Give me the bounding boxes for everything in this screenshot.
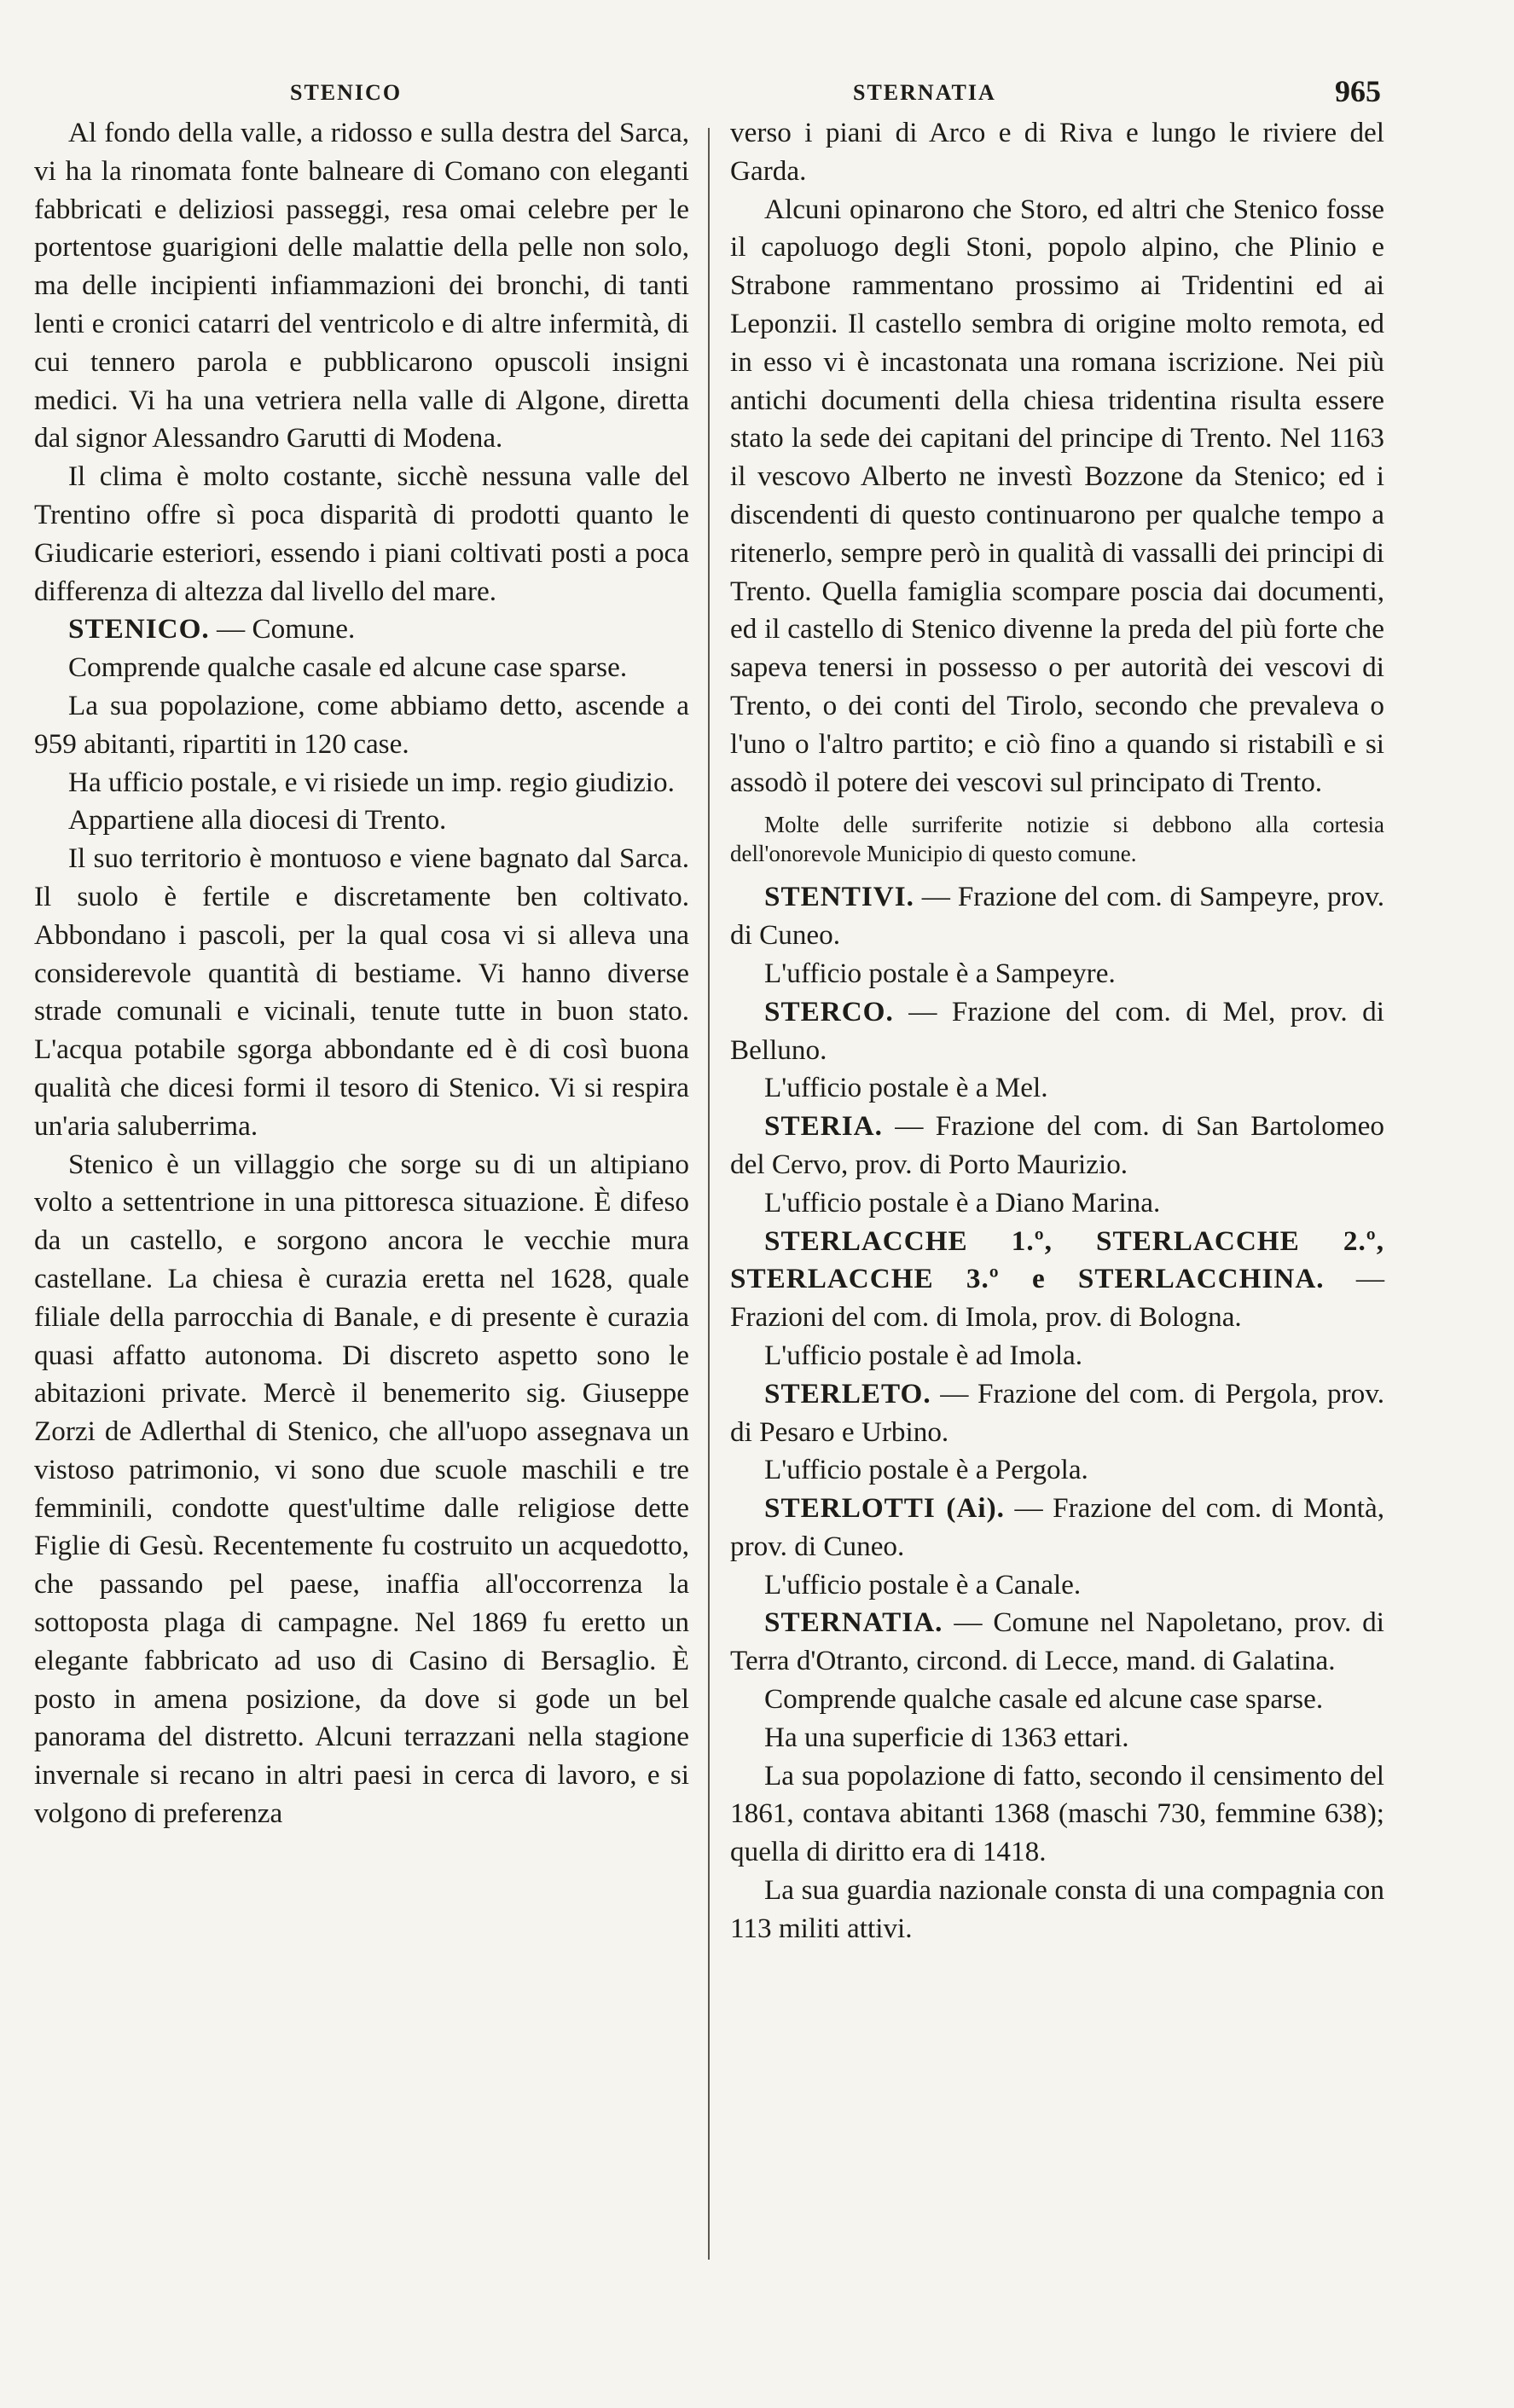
paragraph-text: — Frazione del com. di San Bartolomeo del Cervo, prov. di Porto Maurizio. [730, 1110, 1384, 1180]
paragraph [34, 687, 689, 764]
paragraph-text: Comprende qualche casale ed alcune case sparse. [764, 1683, 1324, 1716]
entry-headword: STERLETO. [764, 1377, 931, 1409]
running-header-center: STERNATIA [853, 80, 996, 105]
paragraph [730, 1184, 1384, 1223]
footnote [730, 810, 1384, 868]
paragraph [730, 1566, 1384, 1605]
page-number: 965 [1335, 74, 1381, 108]
paragraph-text: verso i piani di Arco e di Riva e lungo le riviere del Garda. [730, 117, 1384, 187]
right-column [730, 114, 1384, 1948]
paragraph [730, 1337, 1384, 1375]
paragraph-text: L'ufficio postale è a Pergola. [764, 1454, 1088, 1486]
paragraph-text: L'ufficio postale è a Mel. [764, 1072, 1048, 1104]
paragraph [34, 840, 689, 1145]
paragraph-text: — Frazioni del com. di Imola, prov. di Bologna. [730, 1263, 1385, 1334]
paragraph-text: L'ufficio postale è ad Imola. [764, 1339, 1083, 1371]
paragraph-text: — Frazione del com. di Pergola, prov. di Pesaro e Urbino. [730, 1377, 1384, 1448]
paragraph [730, 1757, 1384, 1872]
paragraph [34, 114, 689, 458]
entry-paragraph [730, 1490, 1384, 1566]
paragraph-text: Appartiene alla diocesi di Trento. [68, 804, 447, 836]
paragraph [34, 458, 689, 611]
entry-paragraph [34, 611, 689, 649]
paragraph-text: La sua popolazione, come abbiamo detto, ascende a 959 abitanti, ripartiti in 120 case. [34, 689, 689, 760]
entry-headword: STENTIVI. [764, 881, 914, 913]
entry-paragraph [730, 993, 1384, 1070]
entry-paragraph [730, 1108, 1384, 1184]
paragraph-text: — Comune nel Napoletano, prov. di Terra d'Otranto, circond. di Lecce, mand. di Galatina. [730, 1606, 1384, 1677]
entry-paragraph [730, 1375, 1384, 1452]
left-column [34, 114, 689, 1833]
paragraph-text: — Frazione del com. di Sampeyre, prov. di Cuneo. [730, 881, 1384, 952]
paragraph-text: Molte delle surriferite notizie si debbono alla cortesia dell'onorevole Municipio di questo comune. [730, 812, 1384, 867]
paragraph-text: L'ufficio postale è a Canale. [764, 1568, 1082, 1601]
paragraph [34, 764, 689, 802]
paragraph-text: Ha ufficio postale, e vi risiede un imp. regio giudizio. [68, 766, 675, 798]
running-header-left: STENICO [290, 80, 403, 105]
paragraph-text: — Comune. [209, 613, 356, 645]
entry-paragraph [730, 1223, 1384, 1337]
entry-headword: STERLACCHE 1.º, STERLACCHE 2.º, STERLACCHE 3.º e STERLACCHINA. [730, 1224, 1384, 1295]
paragraph-text: Stenico è un villaggio che sorge su di un altipiano volto a settentrione in una pittoresca situazione. È difeso da un castello, e sorgono ancora le vecchie mura castellane. La chiesa è curazia eretta nel 1628, quale filiale della parrocchia di Banale, e di presente è curazia quasi affatto autonoma. Di discreto aspetto sono le abitazioni private. Mercè il benemerito sig. Giuseppe Zorzi de Adlerthal di Stenico, che all'uopo assegnava un vistoso patrimonio, vi sono due scuole maschili e tre femminili, condotte quest'ultime dalle religiose dette Figlie di Gesù. Recentemente fu costruito un acquedotto, che passando pel paese, inaffia all'occorrenza la sottoposta plaga di campagne. Nel 1869 fu eretto un elegante fabbricato ad uso di Casino di Bersaglio. È posto in amena posizione, da dove si gode un bel panorama del distretto. Alcuni terrazzani nella stagione invernale si recano in altri paesi in cerca di lavoro, e si volgono di preferenza [34, 1148, 689, 1830]
paragraph-text: Comprende qualche casale ed alcune case sparse. [68, 651, 628, 684]
entry-headword: STERCO. [764, 995, 894, 1027]
column-divider [708, 128, 710, 2260]
paragraph [730, 114, 1384, 191]
paragraph [34, 802, 689, 840]
paragraph-text: L'ufficio postale è a Diano Marina. [764, 1186, 1161, 1218]
paragraph [730, 955, 1384, 993]
paragraph-text: Il clima è molto costante, sicchè nessuna valle del Trentino offre sì poca disparità di prodotti quanto le Giudicarie esteriori, essendo i piani coltivati posti a poca differenza di altezza dal livello del mare. [34, 460, 689, 607]
paragraph [730, 1872, 1384, 1948]
paragraph-text: La sua popolazione di fatto, secondo il censimento del 1861, contava abitanti 1368 (maschi 730, femmine 638); quella di diritto era di 1418. [730, 1759, 1384, 1868]
paragraph-text: — Frazione del com. di Montà, prov. di Cuneo. [730, 1492, 1384, 1562]
entry-headword: STENICO. [68, 613, 210, 645]
paragraph-text: — Frazione del com. di Mel, prov. di Belluno. [730, 995, 1384, 1066]
entry-headword: STERIA. [764, 1110, 883, 1143]
entry-paragraph [730, 1604, 1384, 1681]
entry-paragraph [730, 878, 1384, 955]
paragraph [730, 191, 1384, 802]
entry-headword: STERNATIA. [764, 1606, 943, 1639]
paragraph [34, 649, 689, 687]
paragraph-text: L'ufficio postale è a Sampeyre. [764, 957, 1116, 989]
paragraph-text: Il suo territorio è montuoso e viene bagnato dal Sarca. Il suolo è fertile e discretamente ben coltivato. Abbondano i pascoli, per la qual cosa vi si alleva una considerevole quantità di bestiame. Vi hanno diverse strade comunali e vicinali, tenute tutte in buon stato. L'acqua potabile sgorga abbondante ed è di così buona qualità che dicesi formi il tesoro di Stenico. Vi si respira un'aria saluberrima. [34, 842, 689, 1142]
paragraph-text: La sua guardia nazionale consta di una compagnia con 113 militi attivi. [730, 1874, 1384, 1944]
paragraph [730, 1451, 1384, 1490]
paragraph [730, 1719, 1384, 1757]
entry-headword: STERLOTTI (Ai). [764, 1492, 1005, 1525]
paragraph-text: Ha una superficie di 1363 ettari. [764, 1721, 1129, 1753]
paragraph-text: Alcuni opinarono che Storo, ed altri che Stenico fosse il capoluogo degli Stoni, popolo alpino, che Plinio e Strabone rammentano prossimo ai Tridentini ed ai Leponzii. Il castello sembra di origine molto remota, ed in esso vi è incastonata una romana iscrizione. Nei più antichi documenti della chiesa tridentina risulta essere stato la sede dei capitani del principe di Trento. Nel 1163 il vescovo Alberto ne investì Bozzone da Stenico; ed i discendenti di questo continuarono per qualche tempo a ritenerlo, sempre però in qualità di vassalli dei principi di Trento. Quella famiglia scompare poscia dai documenti, ed il castello di Stenico divenne la preda del più forte che sapeva tenersi in possesso o per autorità dei vescovi di Trento, o dei conti del Tirolo, secondo che prevaleva o l'uno o l'altro partito; e ciò fino a quando si ristabilì e si assodò il potere dei vescovi sul principato di Trento. [730, 193, 1384, 798]
paragraph [730, 1069, 1384, 1108]
paragraph-text: Al fondo della valle, a ridosso e sulla destra del Sarca, vi ha la rinomata fonte balneare di Comano con eleganti fabbricati e deliziosi passeggi, resa omai celebre per le portentose guarigioni delle malattie della pelle non solo, ma delle incipienti infiammazioni dei bronchi, di tanti lenti e cronici catarri del ventricolo e di altre infermità, di cui tennero parola e pubblicarono opuscoli insigni medici. Vi ha una vetriera nella valle di Algone, diretta dal signor Alessandro Garutti di Modena. [34, 117, 689, 454]
paragraph [730, 1681, 1384, 1719]
paragraph [34, 1146, 689, 1833]
